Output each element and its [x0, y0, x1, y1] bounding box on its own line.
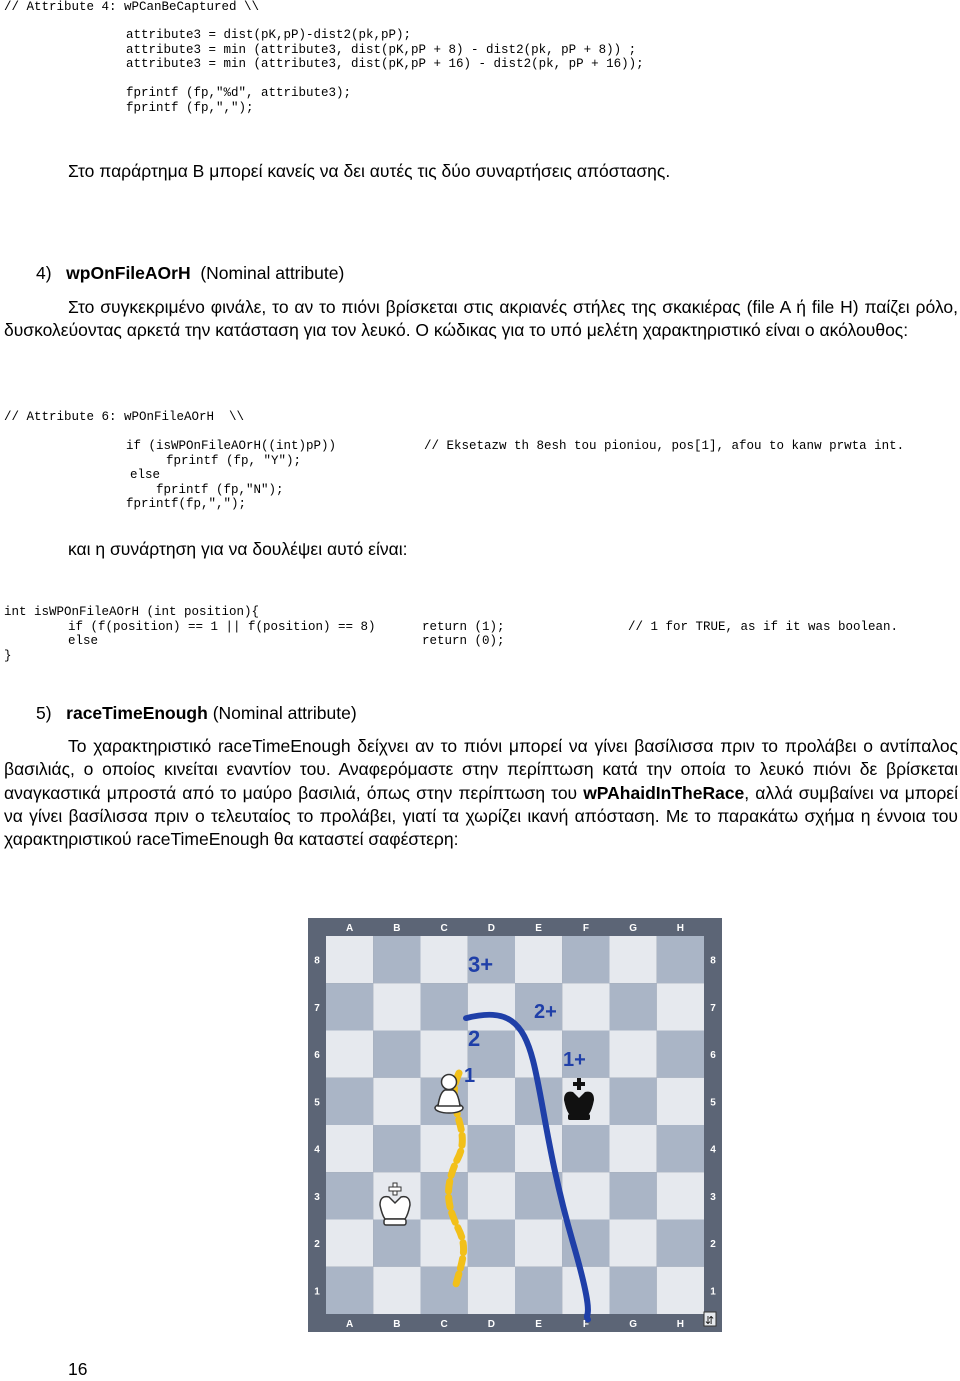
rank-label-right: 2 [710, 1239, 716, 1251]
file-label-bottom: G [629, 1319, 638, 1330]
board-square-a5[interactable] [326, 1078, 373, 1125]
rank-label-left: 6 [314, 1050, 320, 1062]
page-number: 16 [68, 1359, 88, 1379]
board-square-d1[interactable] [468, 1267, 515, 1314]
rank-label-right: 1 [710, 1286, 716, 1298]
board-square-f3[interactable] [562, 1172, 609, 1219]
code-line: else [130, 468, 161, 482]
file-label-bottom: A [346, 1319, 354, 1330]
flip-board-icon[interactable] [704, 1312, 716, 1327]
flip-board-glyph: ⇵ [705, 1314, 715, 1327]
board-square-f4[interactable] [562, 1125, 609, 1172]
code-line: return (0); [422, 634, 505, 648]
board-square-a6[interactable] [326, 1031, 373, 1078]
board-square-b5[interactable] [373, 1078, 420, 1125]
code-line: fprintf(fp,","); [126, 497, 247, 511]
board-square-h5[interactable] [657, 1078, 704, 1125]
board-square-a3[interactable] [326, 1172, 373, 1219]
file-label-bottom: E [535, 1319, 542, 1330]
board-square-c8[interactable] [421, 936, 468, 983]
code-comment-attribute4: // Attribute 4: wPCanBeCaptured \\ [4, 0, 260, 14]
rank-label-left: 1 [314, 1286, 320, 1298]
rank-label-left: 3 [314, 1191, 320, 1203]
rank-label-right: 8 [710, 955, 716, 967]
board-square-h8[interactable] [657, 936, 704, 983]
appendix-note: Στο παράρτημα Β μπορεί κανείς να δει αυτές τις δύο συναρτήσεις απόστασης. [68, 161, 671, 181]
code-line: int isWPOnFileAOrH (int position){ [4, 605, 260, 619]
white-step-label: 2 [468, 1026, 481, 1051]
board-square-d3[interactable] [468, 1172, 515, 1219]
board-square-g3[interactable] [610, 1172, 657, 1219]
rank-label-left: 2 [314, 1239, 320, 1251]
code-line: if (f(position) == 1 || f(position) == 8) [68, 619, 376, 634]
board-square-b7[interactable] [373, 983, 420, 1030]
board-square-b1[interactable] [373, 1267, 420, 1314]
white-step-label: 1 [464, 1065, 476, 1087]
board-square-g6[interactable] [610, 1031, 657, 1078]
board-square-g5[interactable] [610, 1078, 657, 1125]
board-square-d7[interactable] [468, 983, 515, 1030]
section-4-heading: 4) wpOnFileAOrH (Nominal attribute) [36, 263, 345, 283]
code-line: fprintf (fp,","); [126, 100, 254, 115]
board-square-d2[interactable] [468, 1220, 515, 1267]
section-4-paragraph: Στο συγκεκριμένο φινάλε, το αν το πιόνι βρίσκεται στις ακριανές στήλες της σκακιέρας (file A ή file H) παίζει ρόλο, δυσκολεύοντας αρκετά την κατάσταση για τον λευκό. Ο κώδικας για το υπό μελέτη χαρακτηριστικό είναι ο ακόλουθος: [4, 297, 958, 341]
code-line: attribute3 = min (attribute3, dist(pK,pP + 8) - dist2(pk, pP + 8)) ; [126, 42, 637, 57]
code-line: if (isWPOnFileAOrH((int)pP)) [126, 439, 337, 453]
file-label-top: B [393, 923, 401, 934]
board-square-g1[interactable] [610, 1267, 657, 1314]
board-square-e8[interactable] [515, 936, 562, 983]
board-square-b4[interactable] [373, 1125, 420, 1172]
board-square-d4[interactable] [468, 1125, 515, 1172]
white-step-label: 3+ [468, 952, 494, 977]
rank-label-left: 8 [314, 955, 320, 967]
board-square-a1[interactable] [326, 1267, 373, 1314]
board-square-h4[interactable] [657, 1125, 704, 1172]
board-square-a7[interactable] [326, 983, 373, 1030]
function-note: και η συνάρτηση για να δουλέψει αυτό είναι: [68, 539, 408, 559]
rank-label-right: 6 [710, 1050, 716, 1062]
rank-label-left: 7 [314, 1002, 320, 1014]
board-square-b2[interactable] [373, 1220, 420, 1267]
file-label-top: F [582, 923, 589, 934]
file-label-top: D [487, 923, 495, 934]
section-5-heading: 5) raceTimeEnough (Nominal attribute) [36, 703, 357, 723]
board-square-g2[interactable] [610, 1220, 657, 1267]
code-comment: // Eksetazw th 8esh tou pioniou, pos[1], afou to kanw prwta int. [424, 439, 905, 453]
file-label-top: E [535, 923, 542, 934]
code-comment-attribute6: // Attribute 6: wPOnFileAOrH \\ [4, 410, 245, 424]
section-5-paragraph: Το χαρακτηριστικό raceTimeEnough δείχνει αν το πιόνι μπορεί να γίνει βασίλισσα πριν το προλάβει ο αντίπαλος βασιλιάς, ο οποίος κινείται εναντίον του. Αναφερόμαστε στην περίπτωση κατά την οποία το λευκό πιόνι δε βρίσκεται αναγκαστικά μπροστά από το μαύρο βασιλιά, όπως στην περίπτωση του wPAhaidInTheRace, αλλά συμβαίνει να μπορεί να γίνει βασίλισσα πριν ο τελευταίος το προλάβει, γιατί τα χωρίζει ικανή απόσταση. Με το παρακάτω σχήμα η έννοια του χαρακτηριστικού raceTimeEnough θα καταστεί σαφέστερη: [4, 736, 958, 850]
file-label-bottom: B [393, 1319, 401, 1330]
code-line: } [4, 648, 12, 663]
file-label-top: C [440, 923, 448, 934]
board-square-b6[interactable] [373, 1031, 420, 1078]
file-label-top: A [346, 923, 354, 934]
black-step-label: 1+ [563, 1049, 586, 1071]
code-line: attribute3 = min (attribute3, dist(pK,pP + 16) - dist2(pk, pP + 16)); [126, 57, 644, 71]
file-label-top: G [629, 923, 638, 934]
board-square-h2[interactable] [657, 1220, 704, 1267]
rank-label-right: 5 [710, 1097, 716, 1109]
board-square-h3[interactable] [657, 1172, 704, 1219]
rank-label-right: 7 [710, 1002, 716, 1014]
board-square-f7[interactable] [562, 983, 609, 1030]
rank-label-left: 4 [314, 1144, 320, 1156]
file-label-bottom: D [487, 1319, 495, 1330]
rank-label-left: 5 [314, 1097, 320, 1109]
board-square-a8[interactable] [326, 936, 373, 983]
board-square-c7[interactable] [421, 983, 468, 1030]
board-square-f8[interactable] [562, 936, 609, 983]
board-square-h1[interactable] [657, 1267, 704, 1314]
rank-label-right: 4 [710, 1144, 716, 1156]
code-comment: // 1 for TRUE, as if it was boolean. [628, 619, 899, 634]
black-step-label: 2+ [534, 1001, 557, 1023]
code-line: else [68, 634, 99, 648]
file-label-bottom: F [582, 1319, 589, 1330]
board-square-g7[interactable] [610, 983, 657, 1030]
code-line: attribute3 = dist(pK,pP)-dist2(pk,pP); [126, 28, 412, 42]
board-square-a2[interactable] [326, 1220, 373, 1267]
board-square-b8[interactable] [373, 936, 420, 983]
board-square-h7[interactable] [657, 983, 704, 1030]
file-label-top: H [676, 923, 684, 934]
board-square-e1[interactable] [515, 1267, 562, 1314]
board-square-e2[interactable] [515, 1220, 562, 1267]
file-label-bottom: C [440, 1319, 448, 1330]
file-label-bottom: H [676, 1319, 684, 1330]
code-line: fprintf (fp,"N"); [156, 482, 284, 497]
chess-board-figure [308, 918, 722, 1332]
board-square-g4[interactable] [610, 1125, 657, 1172]
rank-label-right: 3 [710, 1191, 716, 1203]
board-square-a4[interactable] [326, 1125, 373, 1172]
board-square-c3[interactable] [421, 1172, 468, 1219]
board-square-h6[interactable] [657, 1031, 704, 1078]
code-line: return (1); [422, 619, 505, 634]
code-line: fprintf (fp,"%d", attribute3); [126, 86, 352, 100]
board-square-g8[interactable] [610, 936, 657, 983]
code-line: fprintf (fp, "Y"); [166, 453, 302, 468]
